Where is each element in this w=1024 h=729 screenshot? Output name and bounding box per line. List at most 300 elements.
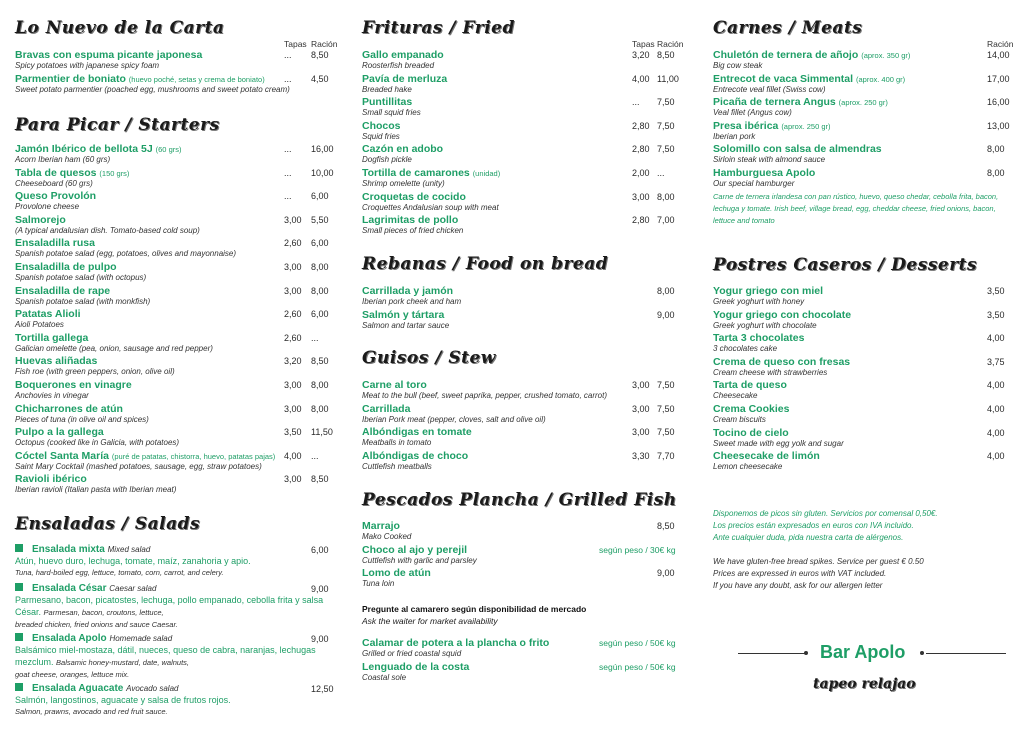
price-tapa: ... bbox=[284, 50, 292, 60]
menu-item bbox=[713, 120, 1009, 144]
item-name-text: Lenguado de la costa bbox=[362, 660, 470, 673]
menu-item bbox=[15, 450, 335, 474]
item-name bbox=[362, 403, 410, 415]
item-name-text: Carrillada y jamón bbox=[362, 285, 454, 297]
item-name-text: Crema de queso con fresas bbox=[713, 355, 851, 368]
menu-item bbox=[713, 356, 1009, 380]
price-racion: 8,50 bbox=[657, 521, 675, 531]
item-name-text: Lomo de atún bbox=[362, 567, 431, 579]
salad-price: 9,00 bbox=[311, 584, 329, 594]
menu-item bbox=[362, 285, 682, 309]
price-racion: 7,50 bbox=[657, 144, 675, 155]
menu-item bbox=[15, 49, 335, 73]
section-title-quesos: Guisos / Stew bbox=[362, 348, 496, 368]
item-name bbox=[15, 403, 123, 415]
salad-ingredients-es: Atún, huevo duro, lechuga, tomate, maíz, zanahoria y apio. bbox=[15, 556, 251, 566]
item-name-text: Jamón Ibérico de bellota 5J bbox=[15, 143, 153, 155]
price-racion: 13,00 bbox=[987, 120, 1010, 131]
price-tapa: 3,00 bbox=[284, 474, 302, 485]
price-tapa: 2,60 bbox=[284, 238, 302, 249]
item-name bbox=[15, 49, 202, 61]
menu-item bbox=[15, 308, 335, 332]
item-note: (aprox. 400 gr) bbox=[855, 74, 906, 84]
menu-item bbox=[713, 73, 1009, 97]
salad-item bbox=[15, 583, 335, 631]
item-note: (aprox. 250 gr) bbox=[838, 98, 888, 108]
price-racion: 7,50 bbox=[657, 403, 675, 414]
item-description: Iberian Pork meat (pepper, cloves, salt and olive oil) bbox=[362, 414, 546, 424]
item-description: Acorn Iberian ham (60 grs) bbox=[15, 155, 111, 164]
menu-item bbox=[15, 403, 335, 427]
item-name bbox=[362, 450, 468, 462]
item-name-text: Yogur griego con chocolate bbox=[713, 308, 852, 321]
item-description: Veal fillet (Angus cow) bbox=[713, 108, 792, 118]
item-name bbox=[15, 190, 96, 202]
col-label-racion-3: Ración bbox=[987, 39, 1014, 49]
menu-item bbox=[362, 309, 682, 333]
price-tapa: 3,00 bbox=[632, 191, 650, 202]
item-description: Sweet made with egg yolk and sugar bbox=[713, 438, 844, 448]
price-racion: 10,00 bbox=[311, 167, 334, 178]
note-line: We have gluten-free bread spikes. Service per guest € 0.50 bbox=[713, 557, 924, 566]
price-racion: 16,00 bbox=[311, 144, 334, 154]
item-name bbox=[15, 426, 104, 438]
item-name-text: Cóctel Santa María bbox=[15, 449, 109, 462]
price-tapa: 2,80 bbox=[632, 144, 650, 155]
price-racion: 7,70 bbox=[657, 450, 675, 461]
item-name-text: Puntillitas bbox=[362, 96, 413, 109]
item-description: Sweet potato parmentier (poached egg, mushrooms and sweet potato cream) bbox=[15, 84, 290, 94]
item-name bbox=[362, 167, 500, 179]
price-racion: 4,50 bbox=[311, 73, 329, 84]
item-description: Spicy potatoes with japanese spicy foam bbox=[15, 61, 160, 70]
item-description: (A typical andalusian dish. Tomato-based cold soup) bbox=[15, 225, 200, 235]
item-description: Meatballs in tomato bbox=[362, 438, 432, 447]
menu-item bbox=[713, 332, 1009, 356]
price-tapa: 2,60 bbox=[284, 332, 302, 343]
item-description: Saint Mary Cocktail (mashed potatoes, sausage, egg, straw potatoes) bbox=[15, 461, 262, 471]
brand-name: Bar Apolo bbox=[820, 642, 906, 662]
menu-item bbox=[362, 214, 682, 238]
item-name-text: Chicharrones de atún bbox=[15, 402, 123, 415]
col-label-racion: Ración bbox=[311, 39, 338, 49]
salad-name: Ensalada César bbox=[32, 583, 107, 594]
price-racion: 8,50 bbox=[311, 474, 329, 485]
item-name bbox=[713, 285, 823, 297]
item-description: Spanish potatoe salad (egg, potatoes, olives and mayonnaise) bbox=[15, 249, 237, 259]
item-name-text: Huevas aliñadas bbox=[15, 355, 98, 368]
price-racion: 8,00 bbox=[657, 286, 675, 296]
item-name-text: Lagrimitas de pollo bbox=[362, 214, 459, 227]
bullet-square-icon bbox=[15, 683, 23, 691]
section-title-rebanas: Rebanas / Food on bread bbox=[362, 254, 609, 274]
item-name bbox=[15, 237, 95, 249]
price-racion: 4,00 bbox=[987, 427, 1005, 438]
price-tapa: 4,00 bbox=[284, 450, 302, 461]
price-tapa: 3,50 bbox=[284, 427, 302, 438]
price-racion: 7,50 bbox=[657, 120, 675, 131]
salad-ingredients-en-2: goat cheese, oranges, lettuce mix. bbox=[15, 670, 130, 679]
salad-ingredients bbox=[15, 644, 335, 669]
item-name bbox=[15, 355, 97, 367]
menu-item bbox=[362, 544, 682, 568]
item-name bbox=[362, 143, 443, 155]
price-racion: 8,00 bbox=[657, 191, 675, 202]
price-racion: 6,00 bbox=[311, 191, 329, 202]
item-description: Meat to the bull (beef, sweet paprika, pepper, crushed tomato, carrot) bbox=[362, 391, 608, 400]
item-name-text: Cazón en adobo bbox=[362, 143, 444, 156]
price-racion: 8,50 bbox=[657, 50, 675, 60]
item-description: Greek yoghurt with honey bbox=[713, 297, 805, 306]
burger-description: Carne de ternera irlandesa con pan rústico, huevo, queso chedar, cebolla frita, bacon, lechuga y tomate. Irish beef, village bread, egg, cheddar cheese, fried onions, bacon, lettuce and tomato bbox=[713, 192, 999, 225]
item-name-text: Chuletón de ternera de añojo bbox=[713, 49, 859, 61]
price-racion: 9,00 bbox=[657, 309, 675, 320]
item-market-price: según peso / 30€ kg bbox=[599, 544, 676, 555]
item-name bbox=[15, 143, 181, 155]
item-name bbox=[362, 544, 467, 556]
item-description: Lemon cheesecake bbox=[713, 462, 783, 472]
note-line: Los precios están expresados en euros con IVA incluido. bbox=[713, 521, 914, 530]
item-description: Cream cheese with strawberries bbox=[713, 367, 828, 377]
item-name bbox=[15, 473, 87, 485]
item-name bbox=[713, 427, 789, 439]
price-racion: ... bbox=[657, 168, 665, 178]
item-note: (unidad) bbox=[472, 169, 501, 178]
item-description: Galician omelette (pea, onion, sausage and red pepper) bbox=[15, 343, 213, 353]
price-racion: 7,50 bbox=[657, 427, 675, 437]
item-description: Aioli Potatoes bbox=[15, 320, 64, 330]
col-label-tapas: Tapas bbox=[284, 39, 307, 49]
menu-item bbox=[362, 49, 682, 73]
price-tapa: 3,00 bbox=[284, 214, 302, 225]
price-tapa: 3,20 bbox=[632, 50, 650, 60]
item-description: Cheeseboard (60 grs) bbox=[15, 178, 93, 188]
item-name bbox=[362, 520, 400, 532]
salad-ingredients-en: Balsamic honey-mustard, date, walnuts, bbox=[56, 658, 190, 667]
item-name-text: Boquerones en vinagre bbox=[15, 379, 132, 391]
item-name-text: Parmentier de boniato bbox=[15, 72, 126, 85]
item-name-text: Marrajo bbox=[362, 520, 400, 532]
menu-item bbox=[713, 143, 1009, 167]
item-name-text: Ensaladilla de rape bbox=[15, 284, 111, 297]
item-description: Anchovies in vinegar bbox=[15, 391, 89, 400]
price-racion: 16,00 bbox=[987, 97, 1010, 108]
item-name bbox=[15, 167, 129, 179]
price-racion: 3,50 bbox=[987, 286, 1005, 296]
salad-price: 9,00 bbox=[311, 634, 329, 644]
menu-item bbox=[362, 520, 682, 544]
item-name bbox=[15, 73, 265, 85]
item-description: Croquettes Andalusian soup with meat bbox=[362, 202, 499, 212]
item-name-text: Carne al toro bbox=[362, 379, 427, 391]
menu-item bbox=[362, 403, 682, 427]
price-racion: 8,00 bbox=[311, 403, 329, 414]
item-name bbox=[362, 49, 444, 61]
item-name-text: Bravas con espuma picante japonesa bbox=[15, 49, 203, 61]
price-tapa: 2,60 bbox=[284, 309, 302, 320]
price-tapa: 3,00 bbox=[284, 262, 302, 272]
menu-item bbox=[15, 473, 335, 497]
item-name-text: Tortilla gallega bbox=[15, 331, 89, 344]
item-name bbox=[713, 73, 905, 85]
menu-item bbox=[362, 426, 682, 450]
menu-item bbox=[362, 143, 682, 167]
item-description: Small squid fries bbox=[362, 108, 421, 118]
salad-ingredients-en-2: Salmon, prawns, avocado and red fruit sauce. bbox=[15, 707, 168, 716]
price-tapa: 2,00 bbox=[632, 168, 650, 178]
item-name-text: Croquetas de cocido bbox=[362, 190, 466, 203]
item-note: (aprox. 250 gr) bbox=[781, 121, 831, 131]
item-description: Dogfish pickle bbox=[362, 155, 412, 165]
price-tapa: 3,00 bbox=[284, 285, 302, 296]
salad-ingredients bbox=[15, 555, 335, 567]
item-description: Spanish potatoe salad (with octopus) bbox=[15, 273, 147, 282]
menu-item bbox=[713, 96, 1009, 120]
salad-ingredients-es: Balsámico miel-mostaza, dátil, nueces, queso de cabra, naranjas, lechugas mezclum. bbox=[15, 645, 316, 667]
price-racion: 11,00 bbox=[657, 73, 679, 84]
item-name-text: Patatas Alioli bbox=[15, 308, 81, 321]
salad-title bbox=[15, 633, 335, 644]
item-name-text: Tarta 3 chocolates bbox=[713, 332, 805, 345]
price-racion: ... bbox=[311, 450, 319, 461]
salad-name-en: Caesar salad bbox=[109, 584, 157, 593]
item-note: (huevo poché, setas y crema de boniato) bbox=[128, 74, 265, 84]
salad-name: Ensalada mixta bbox=[32, 544, 105, 555]
menu-item bbox=[15, 167, 335, 191]
item-name bbox=[15, 214, 66, 226]
price-tapa: 3,00 bbox=[284, 403, 302, 414]
salad-item bbox=[15, 633, 335, 681]
price-racion: 7,00 bbox=[657, 215, 675, 226]
salad-price: 6,00 bbox=[311, 545, 329, 555]
item-name bbox=[362, 661, 469, 673]
menu-item bbox=[15, 285, 335, 309]
salad-name-en: Mixed salad bbox=[107, 545, 151, 554]
item-name bbox=[362, 285, 453, 297]
price-tapa: ... bbox=[284, 191, 292, 202]
item-name-text: Chocos bbox=[362, 119, 401, 132]
item-description: Pieces of tuna (in olive oil and spices) bbox=[15, 414, 149, 424]
item-description: Cuttlefish with garlic and parsley bbox=[362, 555, 477, 565]
price-tapa: 4,00 bbox=[632, 73, 650, 84]
item-name bbox=[15, 450, 275, 462]
price-racion: 8,00 bbox=[987, 168, 1005, 178]
price-tapa: 3,00 bbox=[632, 427, 650, 437]
item-market-price: según peso / 50€ kg bbox=[599, 661, 676, 672]
section-title-carnes: Carnes / Meats bbox=[713, 18, 863, 38]
menu-item bbox=[362, 96, 682, 120]
price-racion: 3,75 bbox=[987, 356, 1005, 367]
item-name bbox=[713, 450, 820, 462]
item-description: Octopus (cooked like in Galicia, with potatoes) bbox=[15, 438, 180, 448]
salad-ingredients-es: Parmesano, bacon, picatostes, lechuga, pollo empanado, cebolla frita y salsa César. bbox=[15, 595, 324, 617]
salad-name-en: Homemade salad bbox=[109, 634, 173, 643]
salad-ingredients bbox=[15, 694, 335, 706]
item-name-text: Queso Provolón bbox=[15, 190, 97, 203]
item-description: Iberian pork bbox=[713, 131, 756, 141]
menu-item bbox=[15, 332, 335, 356]
item-name bbox=[15, 308, 81, 320]
price-tapa: ... bbox=[284, 73, 292, 84]
price-racion: 8,00 bbox=[311, 380, 329, 390]
price-racion: 4,00 bbox=[987, 333, 1005, 344]
menu-item bbox=[362, 120, 682, 144]
item-name-text: Pulpo a la gallega bbox=[15, 426, 104, 439]
item-name-text: Ensaladilla rusa bbox=[15, 237, 95, 250]
menu-item bbox=[15, 237, 335, 261]
item-name bbox=[713, 49, 910, 61]
item-description: Breaded hake bbox=[362, 84, 412, 94]
item-name bbox=[713, 309, 851, 321]
price-tapa: ... bbox=[284, 167, 292, 178]
menu-item bbox=[713, 450, 1009, 474]
item-name bbox=[362, 426, 472, 438]
section-title-nuevo: Lo Nuevo de la Carta bbox=[15, 18, 225, 38]
salad-item bbox=[15, 544, 335, 579]
item-name bbox=[713, 403, 789, 415]
menu-item bbox=[362, 450, 682, 474]
item-name bbox=[15, 261, 117, 273]
item-name bbox=[362, 96, 412, 108]
item-name bbox=[713, 379, 787, 391]
item-note: (puré de patatas, chistorra, huevo, patatas pajas) bbox=[111, 451, 276, 461]
item-description: Grilled or fried coastal squid bbox=[362, 649, 462, 658]
item-description: Cream biscuits bbox=[713, 415, 766, 424]
price-racion: 9,00 bbox=[657, 568, 675, 578]
item-description: Sirloin steak with almond sauce bbox=[713, 155, 826, 165]
price-racion: 8,00 bbox=[311, 262, 329, 272]
item-description: Iberian pork cheek and ham bbox=[362, 297, 462, 306]
item-name bbox=[713, 356, 850, 368]
price-racion: 11,50 bbox=[311, 427, 333, 438]
section-title-frituras: Frituras / Fried bbox=[362, 18, 515, 38]
item-note: (150 grs) bbox=[99, 168, 130, 178]
price-tapa: ... bbox=[284, 144, 292, 154]
price-racion: 4,00 bbox=[987, 404, 1005, 414]
item-market-price: según peso / 50€ kg bbox=[599, 638, 676, 648]
menu-item bbox=[15, 190, 335, 214]
item-name-text: Presa ibérica bbox=[713, 119, 779, 132]
salad-price: 12,50 bbox=[311, 684, 334, 694]
item-name-text: Choco al ajo y perejil bbox=[362, 543, 468, 556]
salad-title bbox=[15, 544, 335, 555]
menu-item bbox=[362, 661, 682, 685]
price-racion: 4,00 bbox=[987, 380, 1005, 391]
price-tapa: 3,00 bbox=[632, 380, 650, 390]
price-racion: 17,00 bbox=[987, 73, 1010, 84]
item-description: Our special hamburger bbox=[713, 179, 795, 188]
item-description: Provolone cheese bbox=[15, 202, 80, 212]
item-name-text: Solomillo con salsa de almendras bbox=[713, 143, 882, 156]
item-name bbox=[362, 214, 458, 226]
item-name-text: Gallo empanado bbox=[362, 49, 444, 61]
section-title-picar: Para Picar / Starters bbox=[15, 115, 220, 135]
section-title-postres: Postres Caseros / Desserts bbox=[713, 255, 978, 275]
salad-ingredients-en: Parmesan, bacon, croutons, lettuce, bbox=[43, 608, 164, 617]
item-name-text: Salmón y tártara bbox=[362, 308, 445, 321]
price-racion: 7,50 bbox=[657, 97, 675, 108]
note-line: Disponemos de picos sin gluten. Servicios por comensal 0,50€. bbox=[713, 509, 938, 518]
salad-name: Ensalada Apolo bbox=[32, 633, 107, 644]
item-name-text: Entrecot de vaca Simmental bbox=[713, 72, 854, 85]
note-line: Prices are expressed in euros with VAT included. bbox=[713, 569, 887, 578]
menu-item bbox=[713, 403, 1009, 427]
price-racion: 6,00 bbox=[311, 309, 329, 320]
item-name bbox=[362, 637, 549, 649]
item-description: Tuna loin bbox=[362, 579, 395, 588]
item-name bbox=[713, 96, 888, 108]
salad-name: Ensalada Aguacate bbox=[32, 683, 124, 694]
item-name bbox=[362, 379, 427, 391]
item-note: (60 grs) bbox=[155, 145, 182, 154]
item-description: Spanish potatoe salad (with monkfish) bbox=[15, 296, 151, 306]
item-description: Roosterfish breaded bbox=[362, 61, 435, 70]
menu-item bbox=[15, 214, 335, 238]
item-name bbox=[713, 167, 815, 179]
brand-tagline: tapeo relajao bbox=[813, 676, 916, 692]
item-name-text: Hamburguesa Apolo bbox=[713, 167, 816, 179]
item-name bbox=[15, 332, 88, 344]
divider-left bbox=[738, 653, 806, 654]
item-description: Fish roe (with green peppers, onion, olive oil) bbox=[15, 367, 175, 377]
price-tapa: ... bbox=[632, 97, 640, 108]
item-name bbox=[362, 191, 466, 203]
item-name bbox=[362, 73, 447, 85]
price-racion: 6,00 bbox=[311, 238, 329, 249]
item-name-text: Tabla de quesos bbox=[15, 166, 97, 179]
price-racion: 4,00 bbox=[987, 451, 1005, 462]
price-tapa: 2,80 bbox=[632, 120, 650, 131]
bullet-square-icon bbox=[15, 633, 23, 641]
bullet-square-icon bbox=[15, 583, 23, 591]
price-racion: 7,50 bbox=[657, 380, 675, 390]
item-description: Squid fries bbox=[362, 131, 400, 141]
item-description: Salmon and tartar sauce bbox=[362, 320, 450, 330]
salad-ingredients bbox=[15, 594, 335, 619]
divider-dot bbox=[920, 651, 924, 655]
item-name-text: Ravioli ibérico bbox=[15, 473, 87, 486]
item-description: Cuttlefish meatballs bbox=[362, 461, 432, 471]
price-tapa: 2,80 bbox=[632, 215, 650, 226]
item-description: Cheesecake bbox=[713, 391, 758, 401]
item-name-text: Pavía de merluza bbox=[362, 72, 448, 85]
menu-item bbox=[15, 73, 335, 97]
salad-name-en: Avocado salad bbox=[126, 684, 179, 693]
item-name bbox=[713, 332, 804, 344]
item-name-text: Ensaladilla de pulpo bbox=[15, 261, 117, 273]
menu-item bbox=[713, 285, 1009, 309]
salad-title bbox=[15, 583, 335, 594]
section-title-plancha: Pescados Plancha / Grilled Fish bbox=[362, 490, 677, 510]
price-racion: 8,00 bbox=[987, 144, 1005, 155]
menu-item bbox=[362, 379, 682, 403]
salad-title bbox=[15, 683, 335, 694]
price-tapa: 3,20 bbox=[284, 356, 302, 367]
item-name-text: Crema Cookies bbox=[713, 403, 790, 415]
menu-item bbox=[362, 73, 682, 97]
note-line: Ante cualquier duda, pida nuestra carta de alérgenos. bbox=[713, 533, 904, 542]
menu-item bbox=[15, 143, 335, 167]
col-label-racion-2: Ración bbox=[657, 39, 684, 49]
item-description: Small pieces of fried chicken bbox=[362, 226, 464, 236]
item-description: Coastal sole bbox=[362, 672, 407, 682]
item-description: Entrecote veal fillet (Swiss cow) bbox=[713, 84, 826, 94]
col-label-tapas-2: Tapas bbox=[632, 39, 655, 49]
item-name-text: Tocino de cielo bbox=[713, 426, 789, 439]
price-racion: 5,50 bbox=[311, 214, 329, 225]
item-description: Shrimp omelette (unity) bbox=[362, 179, 445, 188]
menu-item bbox=[713, 49, 1009, 73]
